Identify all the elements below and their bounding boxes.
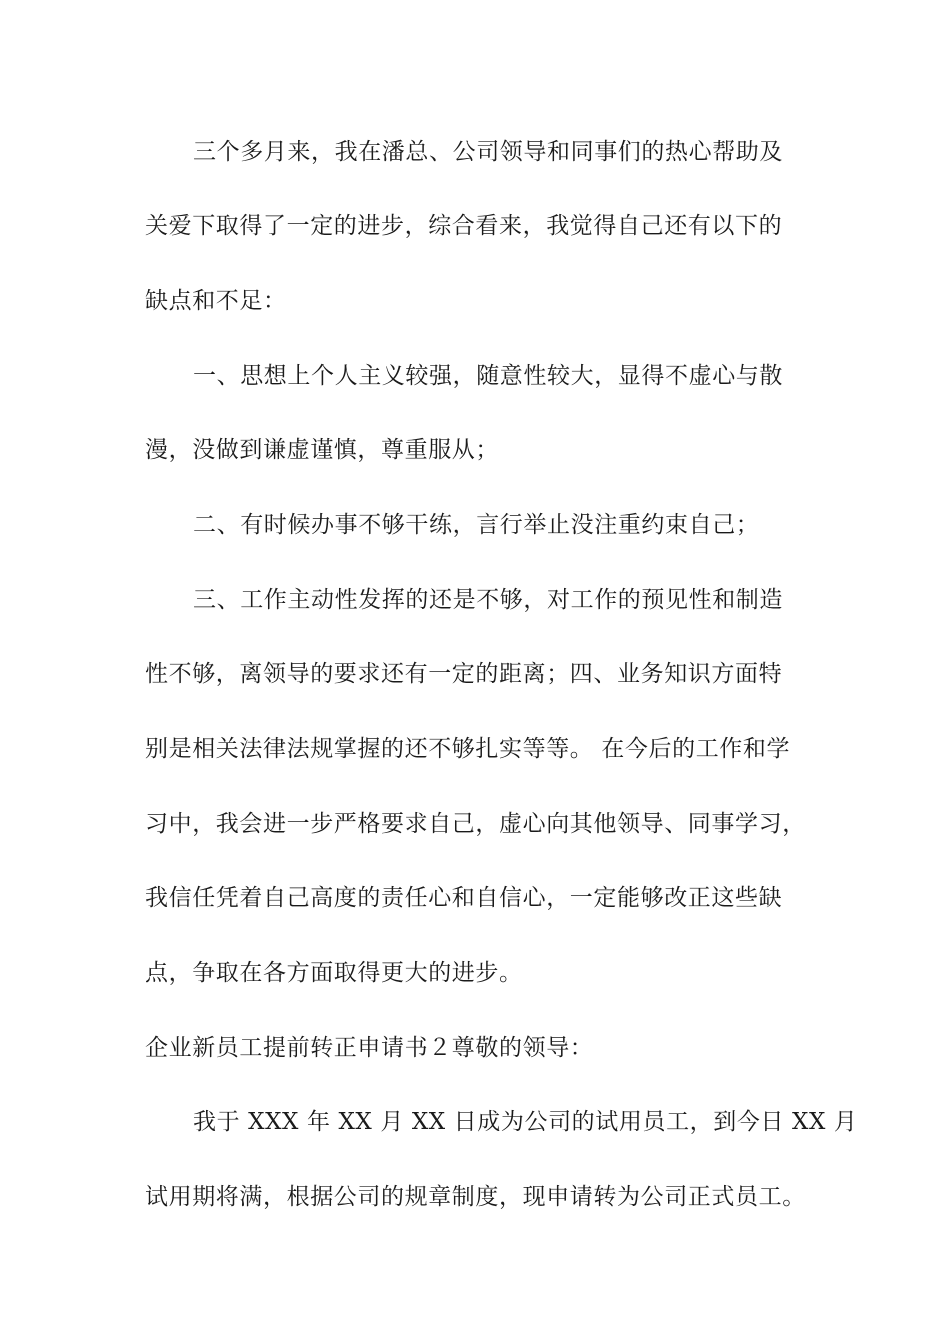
- paragraph-line: 三、工作主动性发挥的还是不够，对工作的预见性和制造: [193, 587, 783, 613]
- paragraph-line: 三个多月来，我在潘总、公司领导和同事们的热心帮助及: [193, 139, 783, 165]
- paragraph-line: 点，争取在各方面取得更大的进步。: [145, 960, 523, 986]
- paragraph-line: 二、有时候办事不够干练，言行举止没注重约束自己；: [193, 512, 760, 538]
- paragraph-line: 我于 XXX 年 XX 月 XX 日成为公司的试用员工，到今日 XX 月: [193, 1109, 858, 1135]
- paragraph-line: 关爱下取得了一定的进步，综合看来，我觉得自己还有以下的: [145, 213, 783, 239]
- paragraph-line: 性不够，离领导的要求还有一定的距离；四、业务知识方面特: [145, 661, 783, 687]
- paragraph-line: 我信任凭着自己高度的责任心和自信心，一定能够改正这些缺: [145, 885, 783, 911]
- paragraph-line: 别是相关法律法规掌握的还不够扎实等等。 在今后的工作和学: [145, 736, 791, 762]
- paragraph-line: 缺点和不足：: [145, 288, 287, 314]
- paragraph-line: 试用期将满，根据公司的规章制度，现申请转为公司正式员工。: [145, 1184, 806, 1210]
- section-heading: 企业新员工提前转正申请书２尊敬的领导：: [145, 1035, 594, 1061]
- paragraph-line: 漫，没做到谦虚谨慎，尊重服从；: [145, 437, 499, 463]
- paragraph-line: 习中，我会进一步严格要求自己，虚心向其他领导、同事学习，: [145, 811, 806, 837]
- paragraph-line: 一、思想上个人主义较强，随意性较大，显得不虚心与散: [193, 363, 783, 389]
